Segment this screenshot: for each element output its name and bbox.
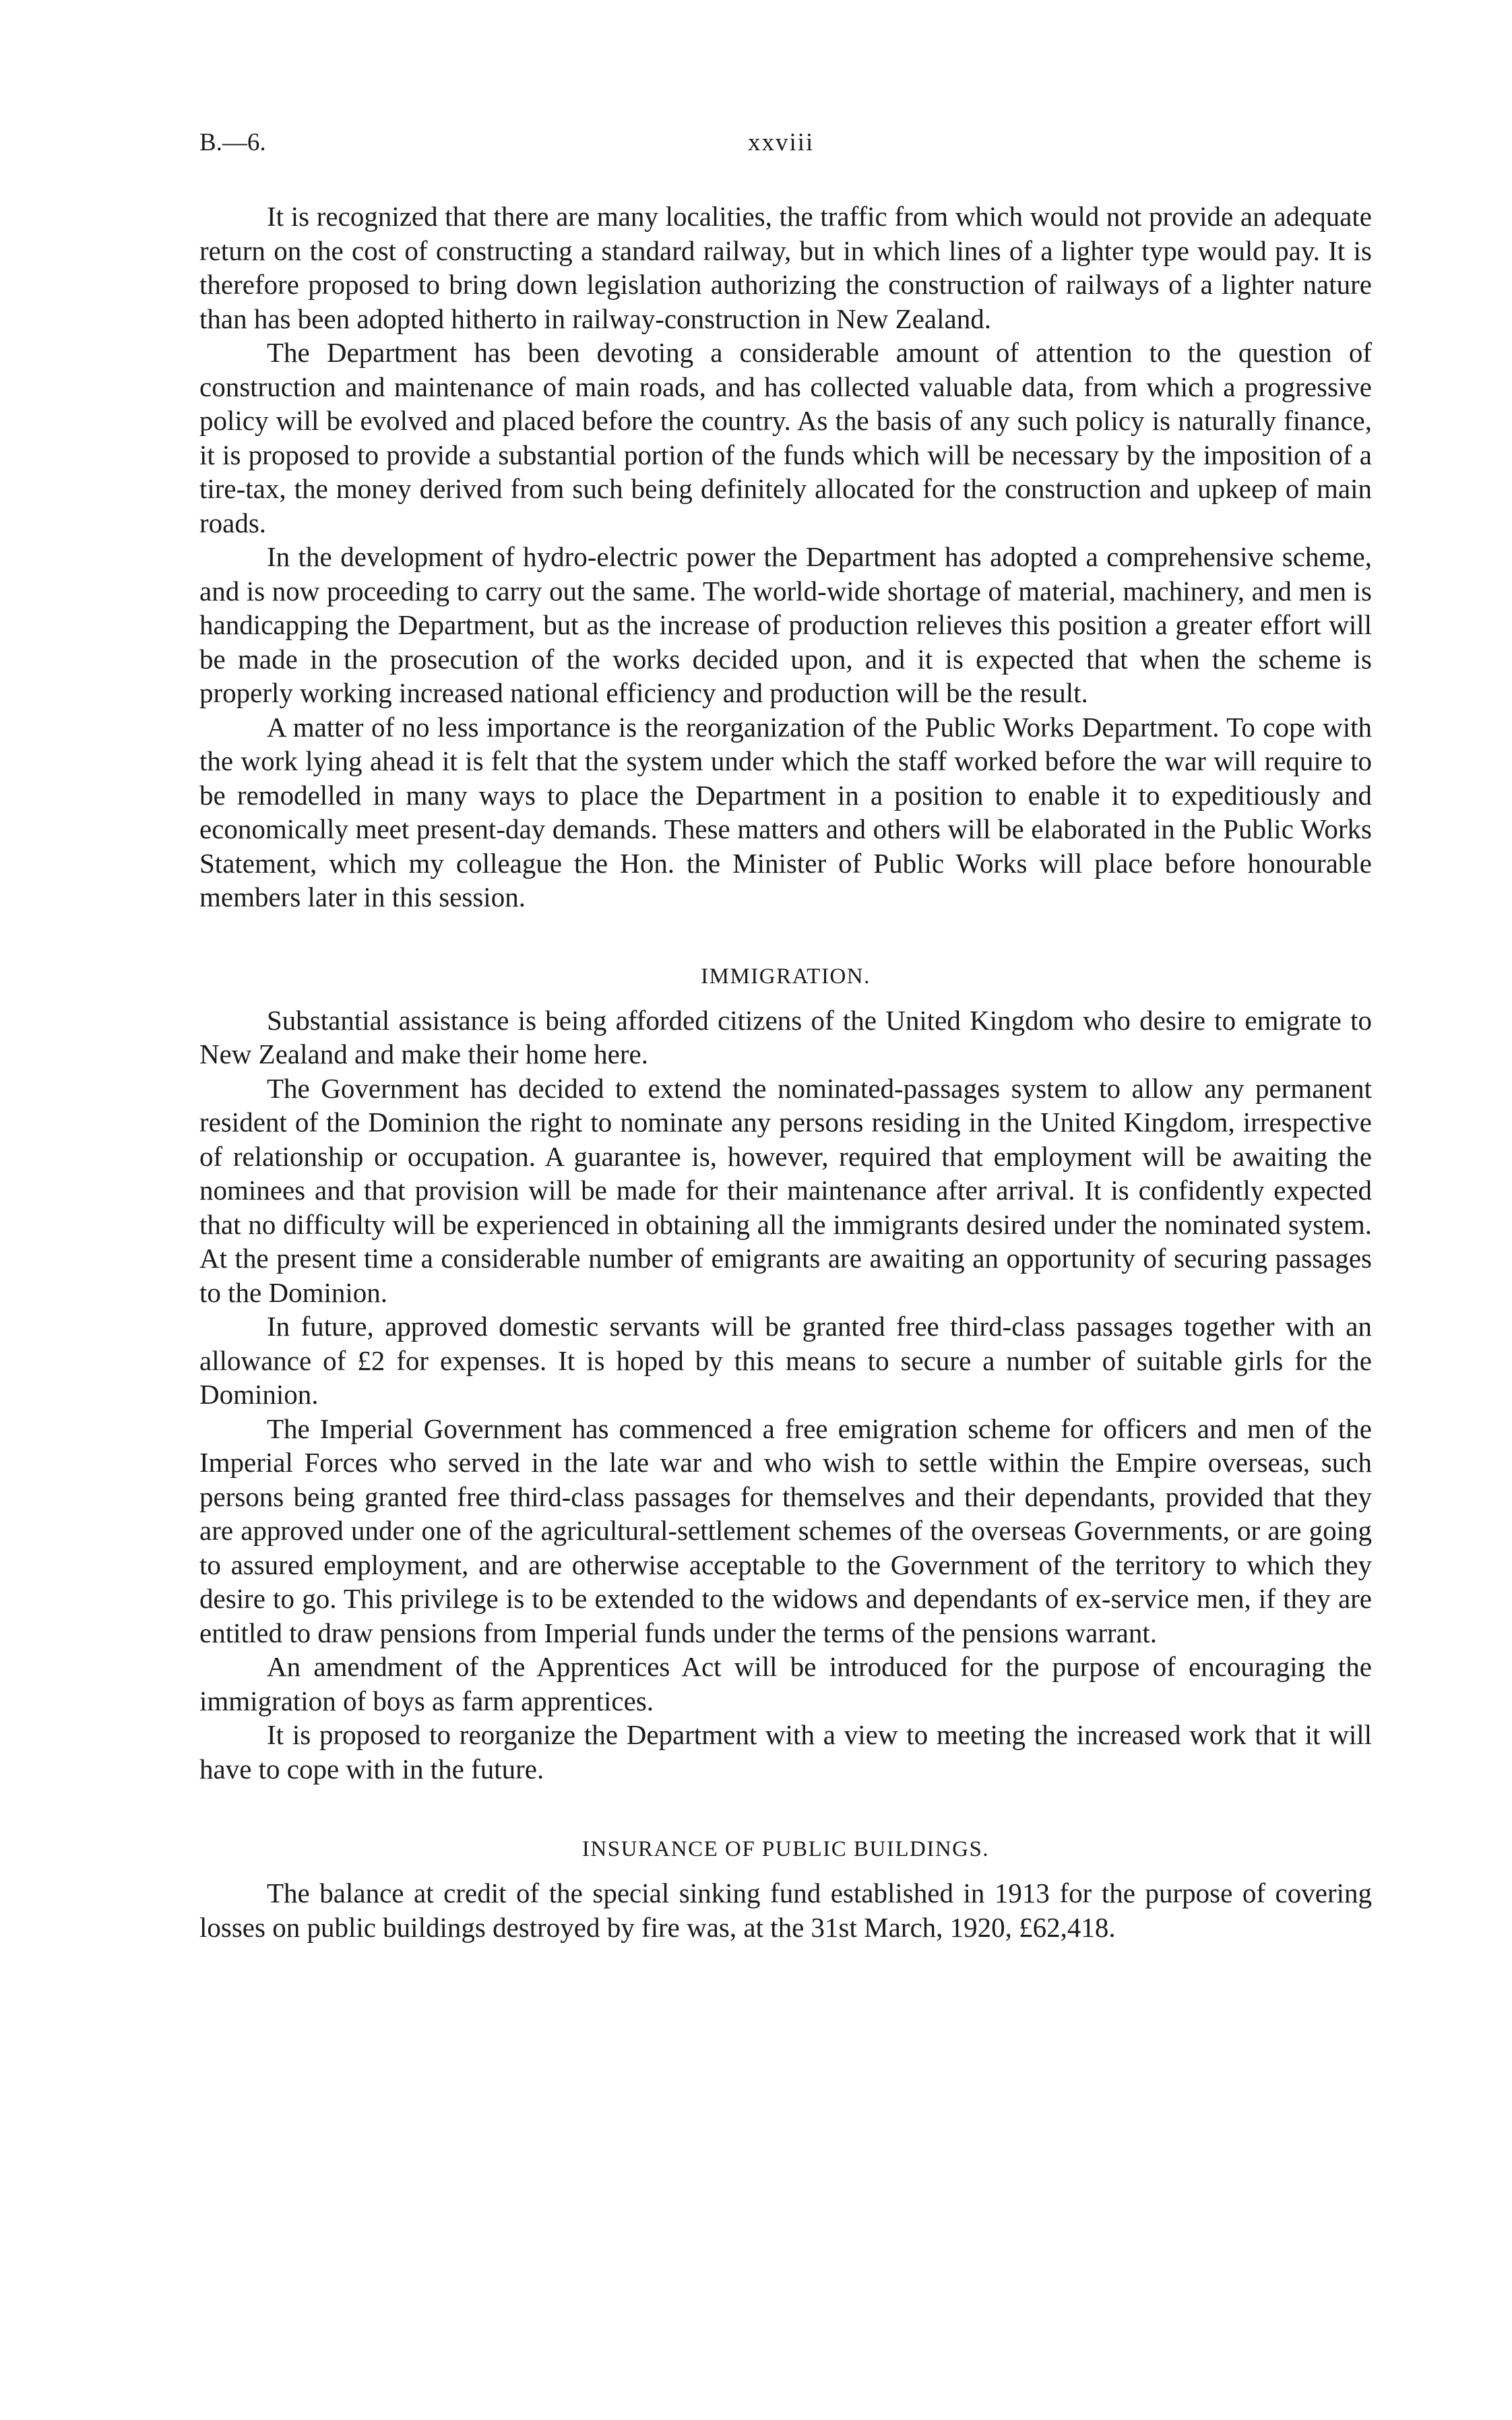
- paragraph-reorganization: A matter of no less importance is the reorganization of the Public Works Department. To cope with the work lying ahead it is felt that the system under which the staff worked before the war will require to be remodelled in many ways to place the Department in a position to enable it to expeditiously and economically meet present-day demands. These matters and others will be elaborated in the Public Works Statement, which my colleague the Hon. the Minister of Public Works will place before honourable members later in this session.: [199, 711, 1372, 912]
- paragraph-domestic-servants: In future, approved domestic servants will be granted free third-class passages together with an allowance of £2 for expenses. It is hoped by this means to secure a number of suitable girls for the Dominion.: [199, 1311, 1372, 1410]
- page-number: xxviii: [748, 129, 815, 156]
- paragraph-imperial-scheme: The Imperial Government has commenced a free emigration scheme for officers and men of the Imperial Forces who served in the late war and who wish to settle within the Empire overseas, such persons being granted free third-class passages for themselves and their dependants, provided that they are approved under one of the agricultural-settlement schemes of the overseas Governments, or are going to assured employment, and are otherwise acceptable to the Government of the territory to which they desire to go. This privilege is to be extended to the widows and dependants of ex-service men, if they are entitled to draw pensions from Imperial funds under the terms of the pensions warrant.: [199, 1413, 1372, 1648]
- section-heading-immigration: IMMIGRATION.: [701, 964, 871, 989]
- paragraph-nominated-passages: The Government has decided to extend the nominated-passages system to allow any permanent resident of the Dominion the right to nominate any persons residing in the United Kingdom, irrespective of relationship or occupation. A guarantee is, however, required that employment will be awaiting the nominees and that provision will be made for their maintenance after arrival. It is confidently expected that no difficulty will be experienced in obtaining all the immigrants desired under the nominated system. At the present time a considerable number of emigrants are awaiting an opportunity of securing passages to the Dominion.: [199, 1072, 1372, 1308]
- section-heading-insurance: INSURANCE OF PUBLIC BUILDINGS.: [581, 1837, 990, 1861]
- paragraph-assistance: Substantial assistance is being afforded citizens of the United Kingdom who desire to emigrate to New Zealand and make their home here.: [199, 1004, 1372, 1069]
- paragraph-hydro-electric: In the development of hydro-electric power the Department has adopted a comprehensive scheme, and is now proceeding to carry out the same. The world-wide shortage of material, machinery, and men is handicapping the Department, but as the increase of production relieves this position a greater effort will be made in the prosecution of the works decided upon, and it is expected that when the scheme is properly working increased national efficiency and production will be the result.: [199, 541, 1372, 708]
- paragraph-light-railways: It is recognized that there are many localities, the traffic from which would not provide an adequate return on the cost of constructing a standard railway, but in which lines of a lighter type would pay. It is therefore proposed to bring down legislation authorizing the construction of railways of a lighter nature than has been adopted hitherto in railway-construction in New Zealand.: [199, 201, 1372, 334]
- page-body: [199, 199, 1372, 1944]
- paragraph-sinking-fund: The balance at credit of the special sinking fund established in 1913 for the purpose of covering losses on public buildings destroyed by fire was, at the 31st March, 1920, £62,418.: [199, 1878, 1372, 1943]
- paragraph-apprentices-act: An amendment of the Apprentices Act will be introduced for the purpose of encouraging the immigration of boys as farm apprentices.: [199, 1651, 1372, 1716]
- document-reference: B.—6.: [199, 129, 266, 156]
- paragraph-department-reorganize: It is proposed to reorganize the Department with a view to meeting the increased work that it will have to cope with in the future.: [199, 1719, 1372, 1785]
- paragraph-main-roads: The Department has been devoting a considerable amount of attention to the question of construction and maintenance of main roads, and has collected valuable data, from which a progressive policy will be evolved and placed before the country. As the basis of any such policy is naturally finance, it is proposed to provide a substantial portion of the funds which will be necessary by the imposition of a tire-tax, the money derived from such being definitely allocated for the construction and upkeep of main roads.: [199, 337, 1372, 538]
- page-header: [199, 128, 1372, 168]
